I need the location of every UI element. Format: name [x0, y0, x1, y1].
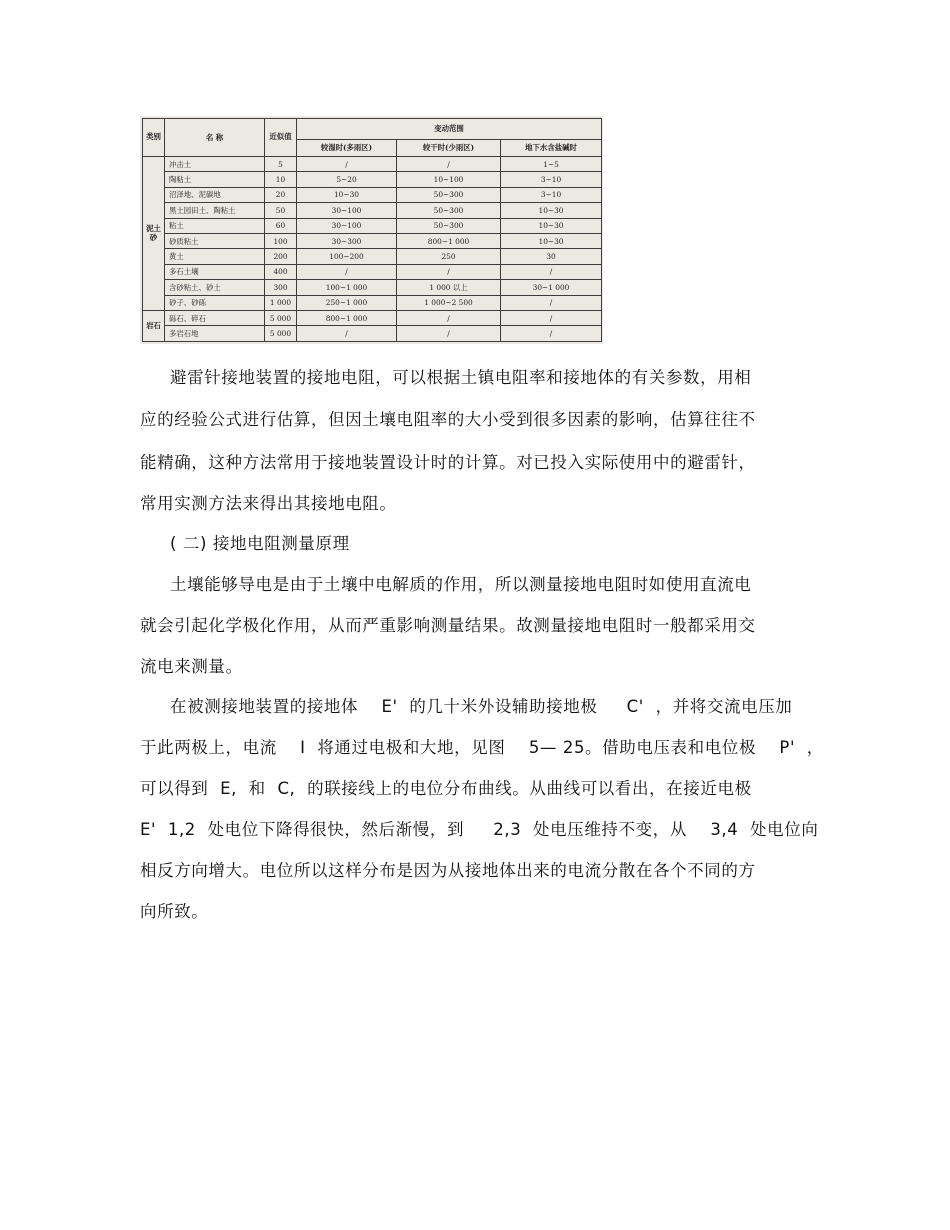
salt-cell: 10~30: [501, 203, 602, 218]
approx-header: 近似值: [265, 119, 297, 157]
paragraph-line: 相反方向增大。电位所以这样分布是因为从接地体出来的电流分散在各个不同的方: [140, 861, 756, 880]
name-header: 名 称: [165, 119, 265, 157]
wet-cell: 30~300: [297, 234, 397, 249]
salt-cell: 10~30: [501, 218, 602, 233]
paragraph-line: 流电来测量。: [140, 657, 243, 676]
table-row: [143, 311, 602, 326]
dry-cell: 1 000~2 500: [397, 295, 501, 310]
approx-cell: 200: [265, 249, 297, 264]
table-row: [143, 203, 602, 218]
dry-cell: /: [397, 311, 501, 326]
soil-name-cell: 陶粘土: [165, 172, 265, 187]
dry-cell: /: [397, 326, 501, 342]
paragraph-line: 应的经验公式进行估算，但因土壤电阻率的大小受到很多因素的影响，估算往往不: [140, 410, 756, 429]
table-row: [143, 280, 602, 295]
range-header: 变动范围: [297, 119, 602, 140]
wet-cell: 100~1 000: [297, 280, 397, 295]
approx-cell: 5 000: [265, 326, 297, 342]
wet-header: 较湿时(多雨区): [297, 140, 397, 157]
soil-name-cell: 粘土: [165, 218, 265, 233]
wet-cell: /: [297, 264, 397, 279]
soil-name-cell: 含砂粘土、砂土: [165, 280, 265, 295]
table-row: [143, 264, 602, 279]
soil-name-cell: 多石土壤: [165, 264, 265, 279]
table-row: [143, 187, 602, 202]
soil-name-cell: 多岩石地: [165, 326, 265, 342]
soil-name-cell: 黄土: [165, 249, 265, 264]
wet-cell: /: [297, 326, 397, 342]
salt-cell: 30: [501, 249, 602, 264]
category-header: 类别: [143, 119, 165, 157]
table-row: [143, 234, 602, 249]
approx-cell: 60: [265, 218, 297, 233]
approx-cell: 1 000: [265, 295, 297, 310]
soil-resistivity-table-image: [140, 116, 603, 344]
wet-cell: 30~100: [297, 218, 397, 233]
paragraph-line: 于此两极上，电流 I 将通过电极和大地，见图 5— 25。借助电压表和电位极 P' ，: [140, 738, 824, 757]
wet-cell: /: [297, 157, 397, 172]
table-row: [143, 172, 602, 187]
table-row: [143, 326, 602, 342]
salt-header: 地下水含盐碱时: [501, 140, 602, 157]
dry-cell: /: [397, 264, 501, 279]
salt-cell: 3~10: [501, 187, 602, 202]
dry-cell: 800~1 000: [397, 234, 501, 249]
salt-cell: 1~5: [501, 157, 602, 172]
salt-cell: 30~1 000: [501, 280, 602, 295]
soil-resistivity-table: [142, 118, 602, 342]
salt-cell: 3~10: [501, 172, 602, 187]
paragraph-line: 常用实测方法来得出其接地电阻。: [140, 494, 397, 513]
approx-cell: 100: [265, 234, 297, 249]
approx-cell: 5: [265, 157, 297, 172]
soil-name-cell: 沼泽地、泥碳地: [165, 187, 265, 202]
section-heading: ( 二) 接地电阻测量原理: [170, 534, 350, 553]
table-row: [143, 249, 602, 264]
approx-cell: 400: [265, 264, 297, 279]
paragraph-line: E' 1,2 处电位下降得很快，然后渐慢，到 2,3 处电压维持不变，从 3,4 处电位向: [140, 820, 819, 839]
wet-cell: 10~30: [297, 187, 397, 202]
dry-header: 较干时(少雨区): [397, 140, 501, 157]
wet-cell: 30~100: [297, 203, 397, 218]
approx-cell: 20: [265, 187, 297, 202]
dry-cell: 50~300: [397, 203, 501, 218]
soil-name-cell: 砾石、碎石: [165, 311, 265, 326]
wet-cell: 250~1 000: [297, 295, 397, 310]
salt-cell: /: [501, 264, 602, 279]
paragraph-line: 土壤能够导电是由于土壤中电解质的作用，所以测量接地电阻时如使用直流电: [170, 575, 752, 594]
paragraph-line: 就会引起化学极化作用，从而严重影响测量结果。故测量接地电阻时一般都采用交: [140, 616, 756, 635]
soil-name-cell: 冲击土: [165, 157, 265, 172]
wet-cell: 100~200: [297, 249, 397, 264]
soil-name-cell: 砂质粘土: [165, 234, 265, 249]
dry-cell: 1 000 以上: [397, 280, 501, 295]
paragraph-line: 向所致。: [140, 902, 209, 921]
wet-cell: 800~1 000: [297, 311, 397, 326]
dry-cell: /: [397, 157, 501, 172]
wet-cell: 5~20: [297, 172, 397, 187]
salt-cell: /: [501, 311, 602, 326]
approx-cell: 5 000: [265, 311, 297, 326]
table-row: [143, 295, 602, 310]
approx-cell: 10: [265, 172, 297, 187]
category-cell: 泥土砂: [143, 157, 165, 311]
category-cell: 岩石: [143, 311, 165, 342]
salt-cell: /: [501, 326, 602, 342]
salt-cell: 10~30: [501, 234, 602, 249]
soil-name-cell: 砂子、砂砾: [165, 295, 265, 310]
approx-cell: 50: [265, 203, 297, 218]
paragraph-line: 在被测接地装置的接地体 E' 的几十米外设辅助接地极 C' ，并将交流电压加: [170, 697, 793, 716]
dry-cell: 10~100: [397, 172, 501, 187]
dry-cell: 250: [397, 249, 501, 264]
paragraph-line: 避雷针接地装置的接地电阻，可以根据土镇电阻率和接地体的有关参数，用相: [170, 368, 752, 387]
dry-cell: 50~300: [397, 187, 501, 202]
table-header-row: [143, 119, 602, 140]
paragraph-line: 能精确，这种方法常用于接地装置设计时的计算。对已投入实际使用中的避雷针，: [140, 453, 756, 472]
dry-cell: 50~300: [397, 218, 501, 233]
soil-name-cell: 黑土园田土、陶粘土: [165, 203, 265, 218]
table-row: [143, 157, 602, 172]
approx-cell: 300: [265, 280, 297, 295]
table-row: [143, 218, 602, 233]
salt-cell: /: [501, 295, 602, 310]
paragraph-line: 可以得到 E, 和 C, 的联接线上的电位分布曲线。从曲线可以看出，在接近电极: [140, 779, 752, 798]
